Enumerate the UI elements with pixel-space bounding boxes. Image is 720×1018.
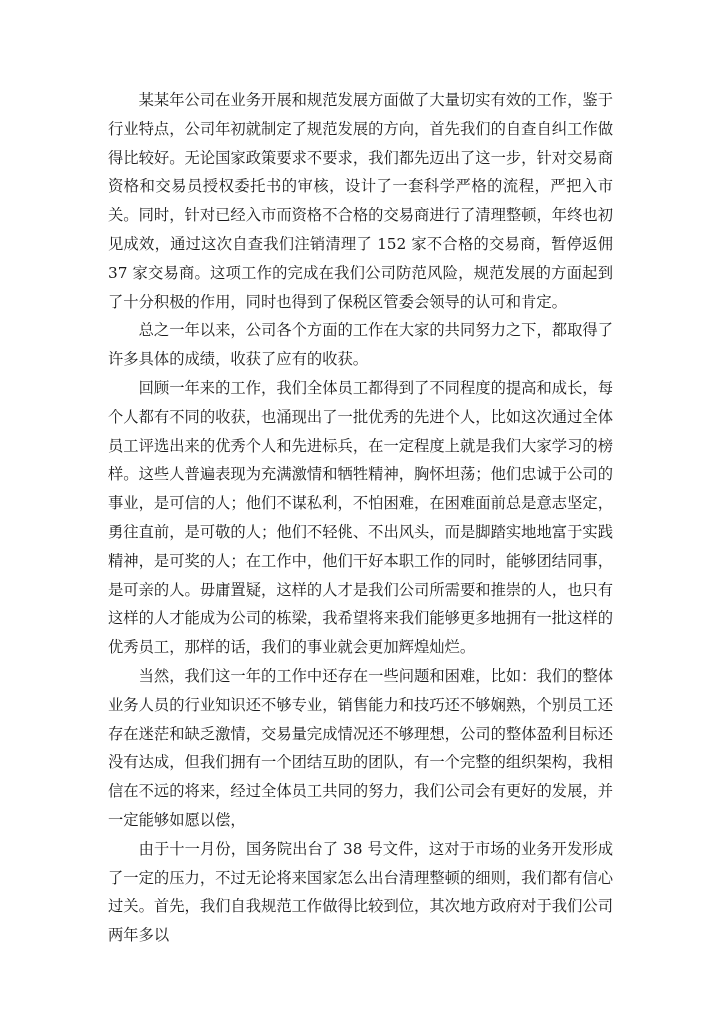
- paragraph-problems: 当然，我们这一年的工作中还存在一些问题和困难，比如：我们的整体业务人员的行业知识还不够专业，销售能力和技巧还不够娴熟，个别员工还存在迷茫和缺乏激情，交易量完成情况还不够理想，公司的整体盈利目标还没有达成，但我们拥有一个团结互助的团队，有一个完整的组织架构，我相信在不远的将来，经过全体员工共同的努力，我们公司会有更好的发展，并一定能够如愿以偿，: [108, 666, 613, 829]
- paragraph-summary: 总之一年以来，公司各个方面的工作在大家的共同努力之下，都取得了许多具体的成绩，收获了应有的收获。: [108, 321, 613, 369]
- paragraph-policy: 由于十一月份，国务院出台了 38 号文件，这对于市场的业务开发形成了一定的压力，不过无论将来国家怎么出台清理整顿的细则，我们都有信心过关。首先，我们自我规范工作做得比较到位，其次地方政府对于我们公司两年多以: [108, 839, 613, 945]
- document-body: [108, 86, 613, 950]
- paragraph-self-inspection: 某某年公司在业务开展和规范发展方面做了大量切实有效的工作，鉴于行业特点，公司年初就制定了规范发展的方向，首先我们的自查自纠工作做得比较好。无论国家政策要求不要求，我们都先迈出了这一步，针对交易商资格和交易员授权委托书的审核，设计了一套科学严格的流程，严把入市关。同时，针对已经入市而资格不合格的交易商进行了清理整顿，年终也初见成效，通过这次自查我们注销清理了 152 家不合格的交易商，暂停返佣 37 家交易商。这项工作的完成在我们公司防范风险，规范发展的方面起到了十分积极的作用，同时也得到了保税区管委会领导的认可和肯定。: [108, 91, 613, 311]
- paragraph-review: 回顾一年来的工作，我们全体员工都得到了不同程度的提高和成长，每个人都有不同的收获，也涌现出了一批优秀的先进个人，比如这次通过全体员工评选出来的优秀个人和先进标兵，在一定程度上就是我们大家学习的榜样。这些人普遍表现为充满激情和牺牲精神，胸怀坦荡；他们忠诚于公司的事业，是可信的人；他们不谋私利，不怕困难，在困难面前总是意志坚定，勇往直前，是可敬的人；他们不轻佻、不出风头，而是脚踏实地地富于实践精神，是可奖的人；在工作中，他们干好本职工作的同时，能够团结同事，是可亲的人。毋庸置疑，这样的人才是我们公司所需要和推崇的人，也只有这样的人才能成为公司的栋梁，我希望将来我们能够更多地拥有一批这样的优秀员工，那样的话，我们的事业就会更加辉煌灿烂。: [108, 378, 613, 657]
